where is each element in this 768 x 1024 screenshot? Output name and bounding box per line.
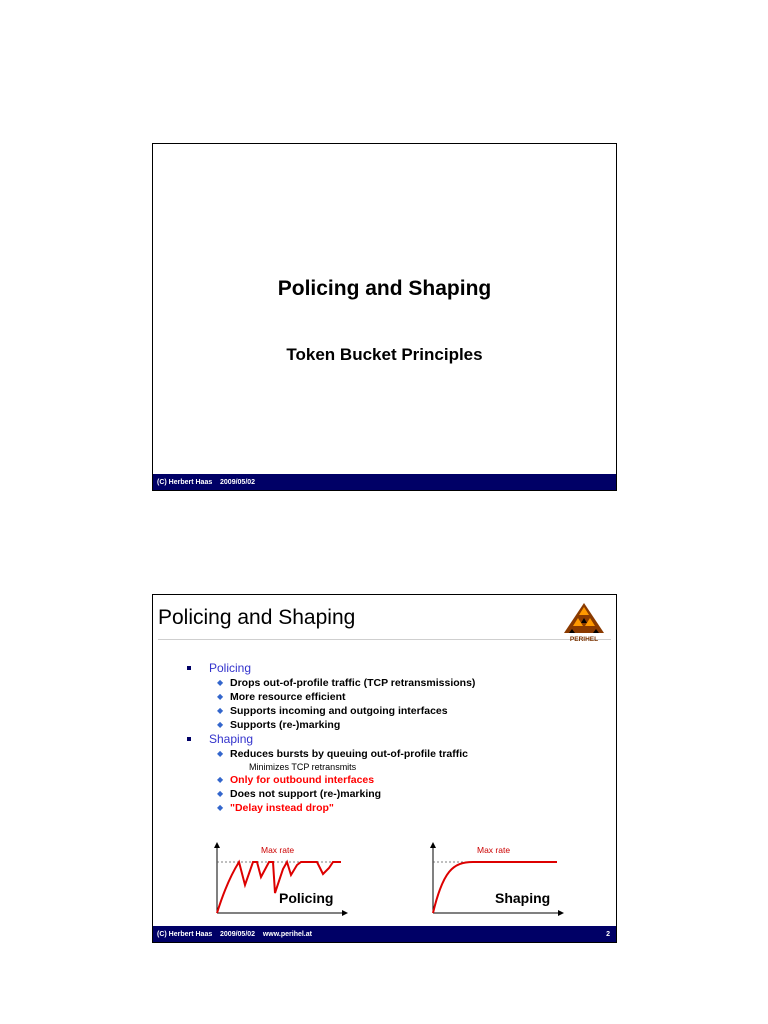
sub-bullet (187, 747, 607, 761)
slide-2 (152, 594, 617, 943)
slide-1 (152, 143, 617, 491)
perihel-logo (559, 601, 609, 643)
sub-sub-bullet: Minimizes TCP retransmits (249, 762, 357, 772)
title-divider (158, 639, 611, 640)
sub-bullet (187, 690, 607, 704)
sub-bullet (187, 676, 607, 690)
logo-text: PERIHEL (569, 636, 599, 643)
square-bullet-icon (187, 666, 191, 670)
sub-bullet-text: More resource efficient (230, 691, 346, 703)
sub-bullet (187, 787, 607, 801)
sub-bullet (187, 718, 607, 732)
sub-bullet-highlight (187, 773, 607, 787)
square-bullet-icon (187, 737, 191, 741)
sub-bullet-highlight (187, 801, 607, 815)
diamond-bullet-icon: ◆ (217, 789, 224, 798)
diamond-bullet-icon: ◆ (217, 692, 224, 701)
bullet-heading: Policing (209, 661, 252, 675)
bullet-list (187, 661, 607, 815)
sub-bullet-text: Drops out-of-profile traffic (TCP retransmissions) (230, 677, 476, 689)
bullet-shaping (187, 732, 607, 747)
sub-bullet-text: Supports incoming and outgoing interfaces (230, 705, 448, 717)
diamond-bullet-icon: ◆ (217, 720, 224, 729)
sub-bullet-text: Supports (re-)marking (230, 719, 341, 731)
slide-2-title: Policing and Shaping (158, 606, 356, 629)
sub-bullet-text: "Delay instead drop" (230, 802, 334, 814)
slide-1-title: Policing and Shaping (277, 277, 492, 300)
shaping-graph-label: Shaping (495, 890, 551, 906)
footer-text: (C) Herbert Haas 2009/05/02 (157, 478, 256, 486)
footer-text: (C) Herbert Haas 2009/05/02 www.perihel.at (157, 930, 312, 938)
policing-graph-label: Policing (279, 890, 334, 906)
slide-2-footer (153, 926, 616, 942)
sub-bullet-text: Does not support (re-)marking (230, 788, 382, 800)
bullet-heading: Shaping (209, 732, 254, 746)
diamond-bullet-icon: ◆ (217, 678, 224, 687)
diamond-bullet-icon: ◆ (217, 706, 224, 715)
page-number: 2 (606, 930, 610, 938)
policing-max-rate-label: Max rate (261, 845, 295, 855)
shaping-max-rate-label: Max rate (477, 845, 511, 855)
diamond-bullet-icon: ◆ (217, 749, 224, 758)
diamond-bullet-icon: ◆ (217, 803, 224, 812)
diamond-bullet-icon: ◆ (217, 775, 224, 784)
slide-1-footer (153, 474, 616, 490)
sub-bullet-text: Reduces bursts by queuing out-of-profile traffic (230, 748, 469, 760)
sub-bullet (187, 704, 607, 718)
bullet-policing (187, 661, 607, 676)
triangle-logo-icon (559, 601, 609, 635)
sub-bullet-text: Only for outbound interfaces (230, 774, 375, 786)
slide-1-subtitle: Token Bucket Principles (286, 345, 483, 364)
